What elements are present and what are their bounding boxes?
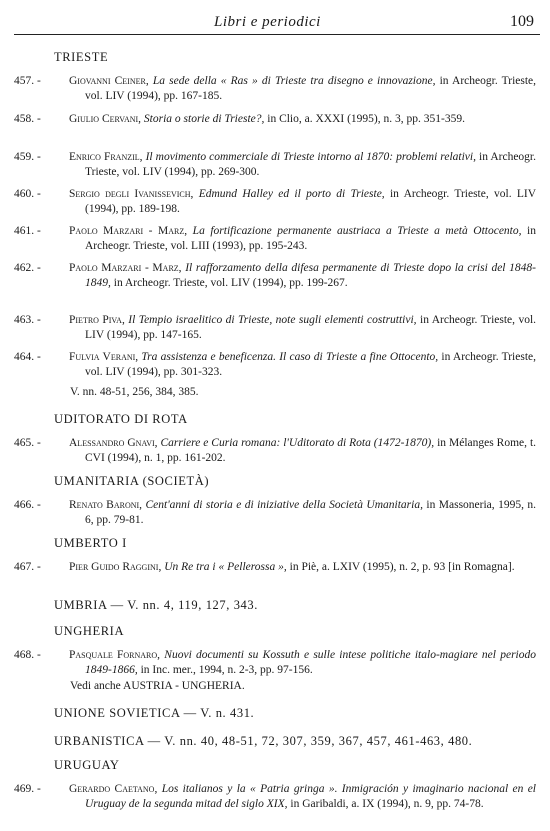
entry-citation: in Clio, a. XXXI (1995), n. 3, pp. 351-359. — [267, 113, 465, 125]
section-heading: UMBRIA — V. nn. 4, 119, 127, 343. — [54, 598, 258, 612]
entry-citation: in Inc. mer., 1994, n. 2-3, pp. 97-156. — [140, 663, 313, 676]
entry-citation: in Massoneria, 1995, n. 6, pp. 79-81. — [85, 499, 537, 526]
entry-number: 464. - — [14, 351, 41, 363]
entry-title: Il movimento commerciale di Trieste intorno al 1870: problemi relativi, — [145, 151, 476, 163]
entry-title: Il Tempio israelitico di Trieste, note sugli elementi costruttivi, — [128, 314, 417, 326]
entry-number: 459. - — [14, 151, 41, 163]
entry-author: Enrico Franzil, — [69, 151, 143, 163]
entry-title: Carriere e Curia romana: l'Uditorato di Rota (1472-1870), — [160, 437, 435, 449]
entry-author: Pietro Piva, — [69, 314, 125, 326]
entry-title: Nuovi documenti su Kossuth e sulle intese politiche italo-magiare nel periodo 1849-1866, — [85, 649, 537, 676]
entry-author: Gerardo Caetano, — [69, 783, 158, 795]
entry-author: Pasquale Fornaro, — [69, 649, 161, 661]
entry-number: 462. - — [14, 262, 41, 274]
bibliography-entry — [14, 648, 536, 677]
page-number: 109 — [510, 13, 534, 30]
entry-title: Edmund Halley ed il porto di Trieste, — [198, 188, 385, 200]
section-heading: URUGUAY — [54, 758, 120, 772]
entry-title: Storia o storie di Trieste?, — [143, 113, 265, 125]
entry-number: 457. - — [14, 75, 41, 87]
entry-citation: in Archeogr. Trieste, vol. LIV (1994), pp. 189-198. — [85, 188, 537, 215]
entry-author: Paolo Marzari - Marz, — [69, 262, 182, 274]
entry-author: Paolo Marzari - Marz, — [69, 225, 188, 237]
bibliography-entry — [14, 150, 536, 179]
entry-citation: in Archeogr. Trieste, vol. LIV (1994), pp. 147-165. — [85, 314, 537, 341]
bibliography-entry — [14, 74, 536, 103]
section-heading: URBANISTICA — V. nn. 40, 48-51, 72, 307, 359, 367, 457, 461-463, 480. — [54, 734, 473, 748]
bibliography-entry — [14, 560, 536, 575]
entry-title: Un Re tra i « Pellerossa », — [164, 561, 287, 573]
bibliography-entry — [14, 498, 536, 527]
entry-citation: in Mélanges Rome, t. CVI (1994), n. 1, pp. 161-202. — [85, 437, 537, 464]
entry-title: Tra assistenza e beneficenza. Il caso di Trieste a fine Ottocento, — [141, 351, 439, 363]
section-heading: UMBERTO I — [54, 536, 127, 550]
bibliography-entry — [14, 313, 536, 342]
entry-number: 461. - — [14, 225, 41, 237]
entry-number: 469. - — [14, 783, 41, 795]
entry-title: La sede della « Ras » di Trieste tra disegno e innovazione, — [152, 75, 436, 87]
section-heading: TRIESTE — [54, 50, 109, 64]
entry-author: Renato Baroni, — [69, 499, 143, 511]
bibliography-entry — [14, 350, 536, 379]
section-heading: UMANITARIA (SOCIETÀ) — [54, 474, 210, 488]
bibliography-entry — [14, 112, 536, 127]
running-header — [14, 12, 540, 35]
section-heading: UNIONE SOVIETICA — V. n. 431. — [54, 706, 255, 720]
entry-title: La fortificazione permanente austriaca a Trieste a metà Ottocento, — [192, 225, 522, 237]
bibliography-entry — [14, 224, 536, 253]
entry-author: Alessandro Gnavi, — [69, 437, 158, 449]
entry-citation: in Garibaldi, a. IX (1994), n. 9, pp. 74-78. — [290, 797, 484, 810]
cross-reference: V. nn. 48-51, 256, 384, 385. — [70, 386, 199, 398]
entry-title: Cent'anni di storia e di iniziative della Società Umanitaria, — [145, 499, 423, 511]
entry-number: 465. - — [14, 437, 41, 449]
entry-citation: in Piè, a. LXIV (1995), n. 2, p. 93 [in Romagna]. — [289, 561, 515, 573]
bibliography-entry — [14, 261, 536, 290]
entry-citation: in Archeogr. Trieste, vol. LIV (1994), pp. 199-267. — [113, 276, 348, 289]
cross-reference: Vedi anche AUSTRIA - UNGHERIA. — [70, 680, 245, 692]
entry-title: Los italianos y la « Patria gringa ». Inmigración y imaginario nacional en el Uruguay de la segunda mitad del siglo XIX, — [85, 783, 537, 810]
entry-citation: in Archeogr. Trieste, vol. LIV (1994), pp. 269-300. — [85, 151, 537, 178]
entry-number: 466. - — [14, 499, 41, 511]
bibliography-entry — [14, 187, 536, 216]
bibliography-entry — [14, 782, 536, 811]
entry-citation: in Archeogr. Trieste, vol. LIV (1994), pp. 301-323. — [85, 351, 537, 378]
entry-author: Pier Guido Raggini, — [69, 561, 162, 573]
entry-author: Giulio Cervani, — [69, 113, 142, 125]
entry-number: 468. - — [14, 649, 41, 661]
entry-citation: in Archeogr. Trieste, vol. LIV (1994), pp. 167-185. — [85, 75, 537, 102]
bibliography-entry — [14, 436, 536, 465]
running-title: Libri e periodici — [214, 14, 321, 30]
entry-number: 463. - — [14, 314, 41, 326]
entry-number: 460. - — [14, 188, 41, 200]
section-heading: UNGHERIA — [54, 624, 125, 638]
entry-number: 458. - — [14, 113, 41, 125]
entry-citation: in Archeogr. Trieste, vol. LIII (1993), pp. 195-243. — [85, 225, 536, 252]
entry-author: Giovanni Ceiner, — [69, 75, 149, 87]
entry-number: 467. - — [14, 561, 41, 573]
entry-title: Il rafforzamento della difesa permanente di Trieste dopo la crisi del 1848-1849, — [85, 262, 536, 289]
section-heading: UDITORATO DI ROTA — [54, 412, 188, 426]
entry-author: Fulvia Verani, — [69, 351, 139, 363]
entry-author: Sergio degli Ivanissevich, — [69, 188, 194, 200]
